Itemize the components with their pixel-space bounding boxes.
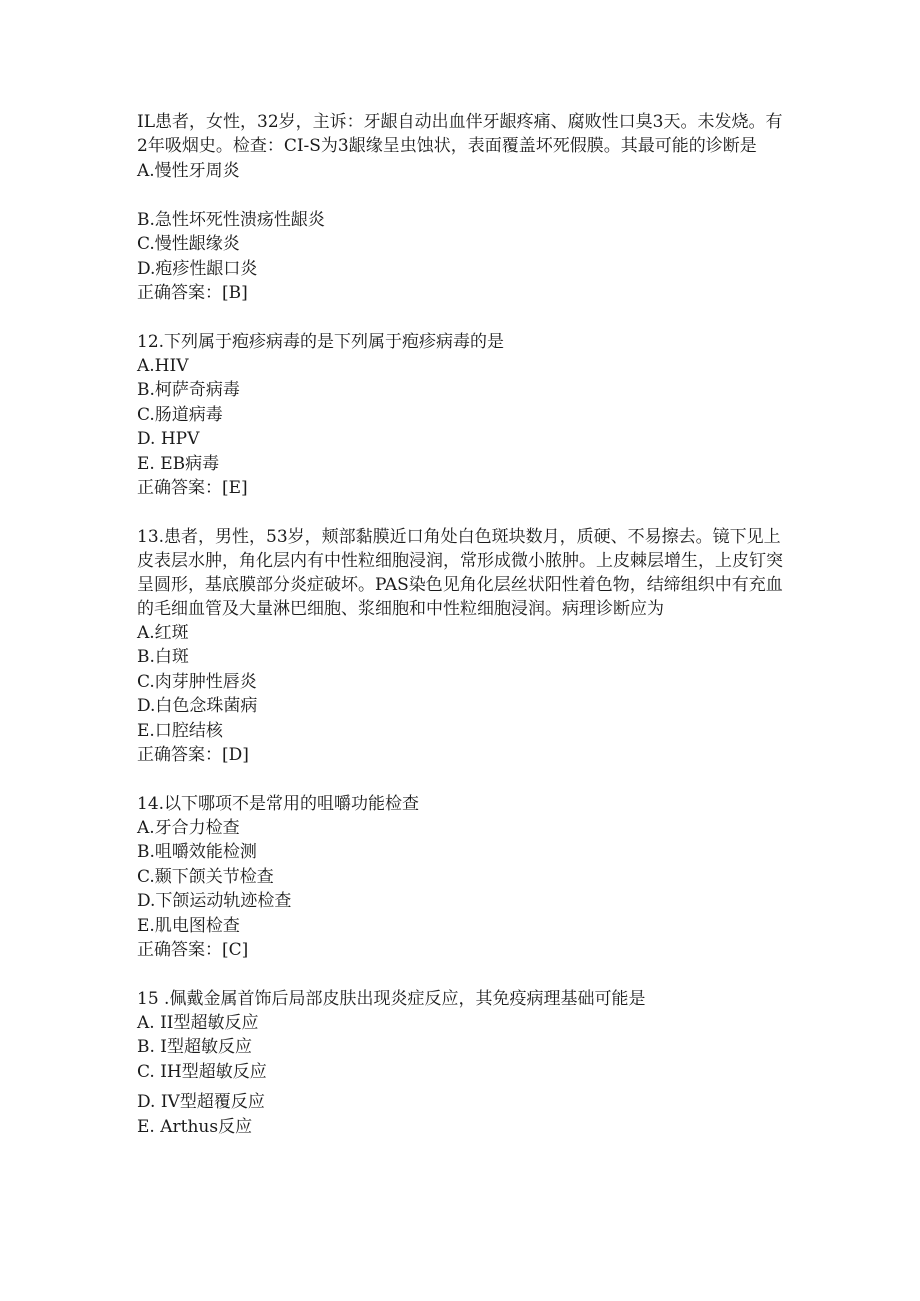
question-stem: 14.以下哪项不是常用的咀嚼功能检查	[137, 793, 420, 814]
question-stem: 12.下列属于疱疹病毒的是下列属于疱疹病毒的是	[137, 331, 505, 352]
correct-answer: 正确答案：[B]	[137, 283, 248, 303]
option-e: E.口腔结核	[137, 720, 223, 741]
option-e: E.肌电图检查	[137, 915, 240, 936]
option-a: A. II型超敏反应	[137, 1012, 259, 1033]
option-a: A.慢性牙周炎	[137, 161, 240, 181]
document-page	[137, 110, 787, 1139]
question-12	[137, 330, 787, 501]
question-13	[137, 525, 787, 768]
question-15	[137, 987, 787, 1140]
option-a: A.牙合力检查	[137, 817, 240, 838]
question-stem: 15 .佩戴金属首饰后局部皮肤出现炎症反应，其免疫病理基础可能是	[137, 988, 646, 1009]
option-e: E. Arthus反应	[137, 1116, 253, 1137]
correct-answer: 正确答案：[D]	[137, 745, 249, 765]
option-d: D.白色念珠菌病	[137, 696, 258, 716]
option-c: C.颞下颌关节检查	[137, 866, 274, 887]
option-d: D.下颌运动轨迹检查	[137, 891, 292, 911]
option-b: B.柯萨奇病毒	[137, 380, 240, 400]
correct-answer: 正确答案：[C]	[137, 940, 249, 960]
option-e: E. EB病毒	[137, 453, 220, 474]
question-14	[137, 792, 787, 963]
option-b: B.急性坏死性溃疡性龈炎	[137, 209, 325, 230]
option-d: D.疱疹性龈口炎	[137, 258, 258, 279]
option-b: B. I型超敏反应	[137, 1037, 253, 1057]
option-d: D. IV型超覆反应	[137, 1092, 265, 1112]
option-c: C.肠道病毒	[137, 404, 223, 425]
option-c: C.肉芽肿性唇炎	[137, 671, 257, 692]
question-11	[137, 110, 787, 306]
option-d: D. HPV	[137, 429, 200, 449]
option-c: C.慢性龈缘炎	[137, 234, 240, 254]
option-b: B.白斑	[137, 647, 189, 667]
option-a: A.红斑	[137, 622, 189, 643]
option-b: B.咀嚼效能检测	[137, 842, 257, 862]
question-stem: 13.患者，男性，53岁，颊部黏膜近口角处白色斑块数月，质硬、不易擦去。镜下见上皮表层水肿，角化层内有中性粒细胞浸润，常形成微小脓肿。上皮棘层增生，上皮钉突呈圆形，基底膜部分炎症破坏。PAS染色见角化层丝状阳性着色物，结缔组织中有充血的毛细血管及大量淋巴细胞、浆细胞和中性粒细胞浸润。病理诊断应为	[137, 526, 783, 619]
question-stem: IL患者，女性，32岁，主诉：牙龈自动出血伴牙龈疼痛、腐败性口臭3天。未发烧。有2年吸烟史。检查：CI-S为3龈缘呈虫蚀状，表面覆盖坏死假膜。其最可能的诊断是	[137, 112, 783, 156]
option-c: C. IH型超敏反应	[137, 1061, 267, 1082]
option-a: A.HIV	[137, 355, 189, 376]
correct-answer: 正确答案：[E]	[137, 478, 248, 498]
